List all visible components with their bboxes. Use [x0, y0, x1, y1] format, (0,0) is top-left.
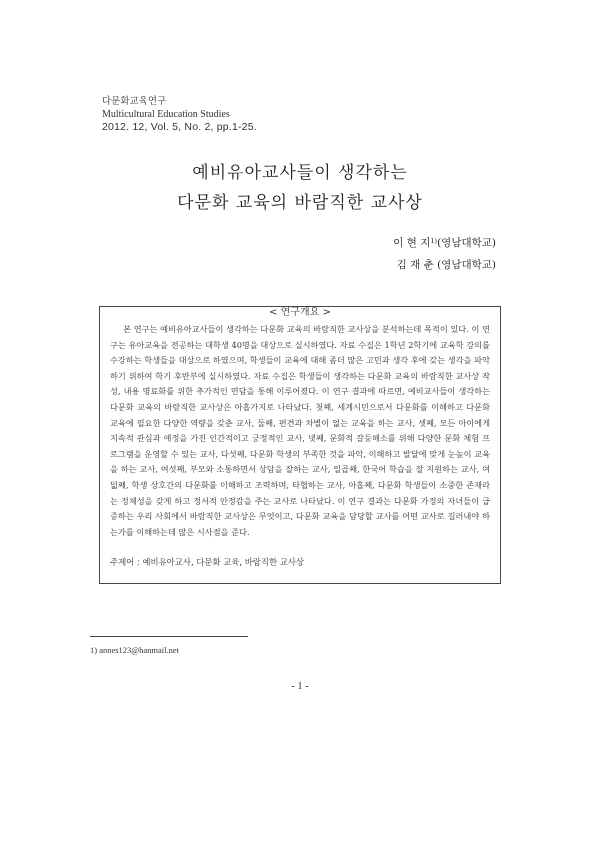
author-name: 이 현 지: [393, 237, 431, 249]
footnote-mark[interactable]: 1): [430, 237, 438, 245]
abstract-text: 본 연구는 예비유아교사들이 생각하는 다문화 교육의 바람직한 교사상을 분석하는데 목적이 있다. 이 연구는 유아교육을 전공하는 대학생 40명을 대상으로 실시하였다. 자료 수집은 1학년 2학기에 교육학 강의를 수강하는 학생들을 대상으로 하였으며, 학생들이 교육에 대해 좀더 많은 고민과 생각 후에 갖는 생각을 파악하기 위하여 학기 후반부에 실시하였다. 자료 수집은 학생들이 생각하는 다문화 교육의 바람직한 교사상 작성, 내용 명료화를 위한 추가적인 면담을 통해 이루어졌다. 이 연구 결과에 따르면, 예비교사들이 생각하는 다문화 교육의 바람직한 교사상은 아홉가지로 나타났다. 첫째, 세계시민으로서 다문화를 이해하고 다문화 교육에 필요한 다양한 역량을 갖춘 교사, 둘째, 편견과 차별이 없는 교육을 하는 교사, 셋째, 모든 아이에게 지속적 관심과 애정을 가진 인간적이고 긍정적인 교사, 넷째, 문화적 갈등해소를 위해 다양한 문화 체험 프로그램을 운영할 수 있는 교사, 다섯째, 다문화 학생의 부족한 것을 파악, 이해하고 발달에 맞게 눈높이 교육을 하는 교사, 여섯째, 부모와 소통하면서 상담을 잘하는 교사, 일곱째, 한국어 학습을 잘 지원하는 교사, 여덟째, 학생 상호간의 다문화를 이해하고 조력하며, 타협하는 교사, 아홉째, 다문화 학생들이 소중한 존재라는 정체성을 갖게 하고 정서적 안정감을 주는 교사로 나타났다. 이 연구 결과는 다문화 가정의 자녀들이 급증하는 우리 사회에서 바람직한 교사상은 무엇이고, 다문화 교육을 담당할 교사를 어떤 교사로 길러내야 하는가를 이해하는데 많은 시사점을 준다.: [110, 324, 490, 537]
author-name: 김 재 춘: [396, 259, 434, 271]
footnote-email[interactable]: 1) annes123@hanmail.net: [90, 645, 180, 655]
author-2: [393, 254, 496, 276]
footnote-divider: [90, 636, 248, 637]
journal-name-en: Multicultural Education Studies: [102, 109, 230, 120]
author-1: [393, 232, 496, 254]
journal-citation: 2012. 12, Vol. 5, No. 2, pp.1-25.: [102, 121, 257, 133]
journal-name-ko: 다문화교육연구: [102, 96, 167, 107]
abstract-label: < 연구개요 >: [0, 300, 600, 319]
keywords: 주제어 : 예비유아교사, 다문화 교육, 바람직한 교사상: [110, 557, 305, 567]
author-list: [393, 232, 496, 276]
journal-header: [102, 95, 257, 134]
paper-title-line1: 예비유아교사들이 생각하는: [192, 163, 408, 183]
author-affiliation: (영남대학교): [433, 259, 496, 271]
author-affiliation: (영남대학교): [437, 237, 496, 249]
paper-title-line2: 다문화 교육의 바람직한 교사상: [177, 193, 423, 213]
page-number: - 1 -: [291, 681, 309, 692]
